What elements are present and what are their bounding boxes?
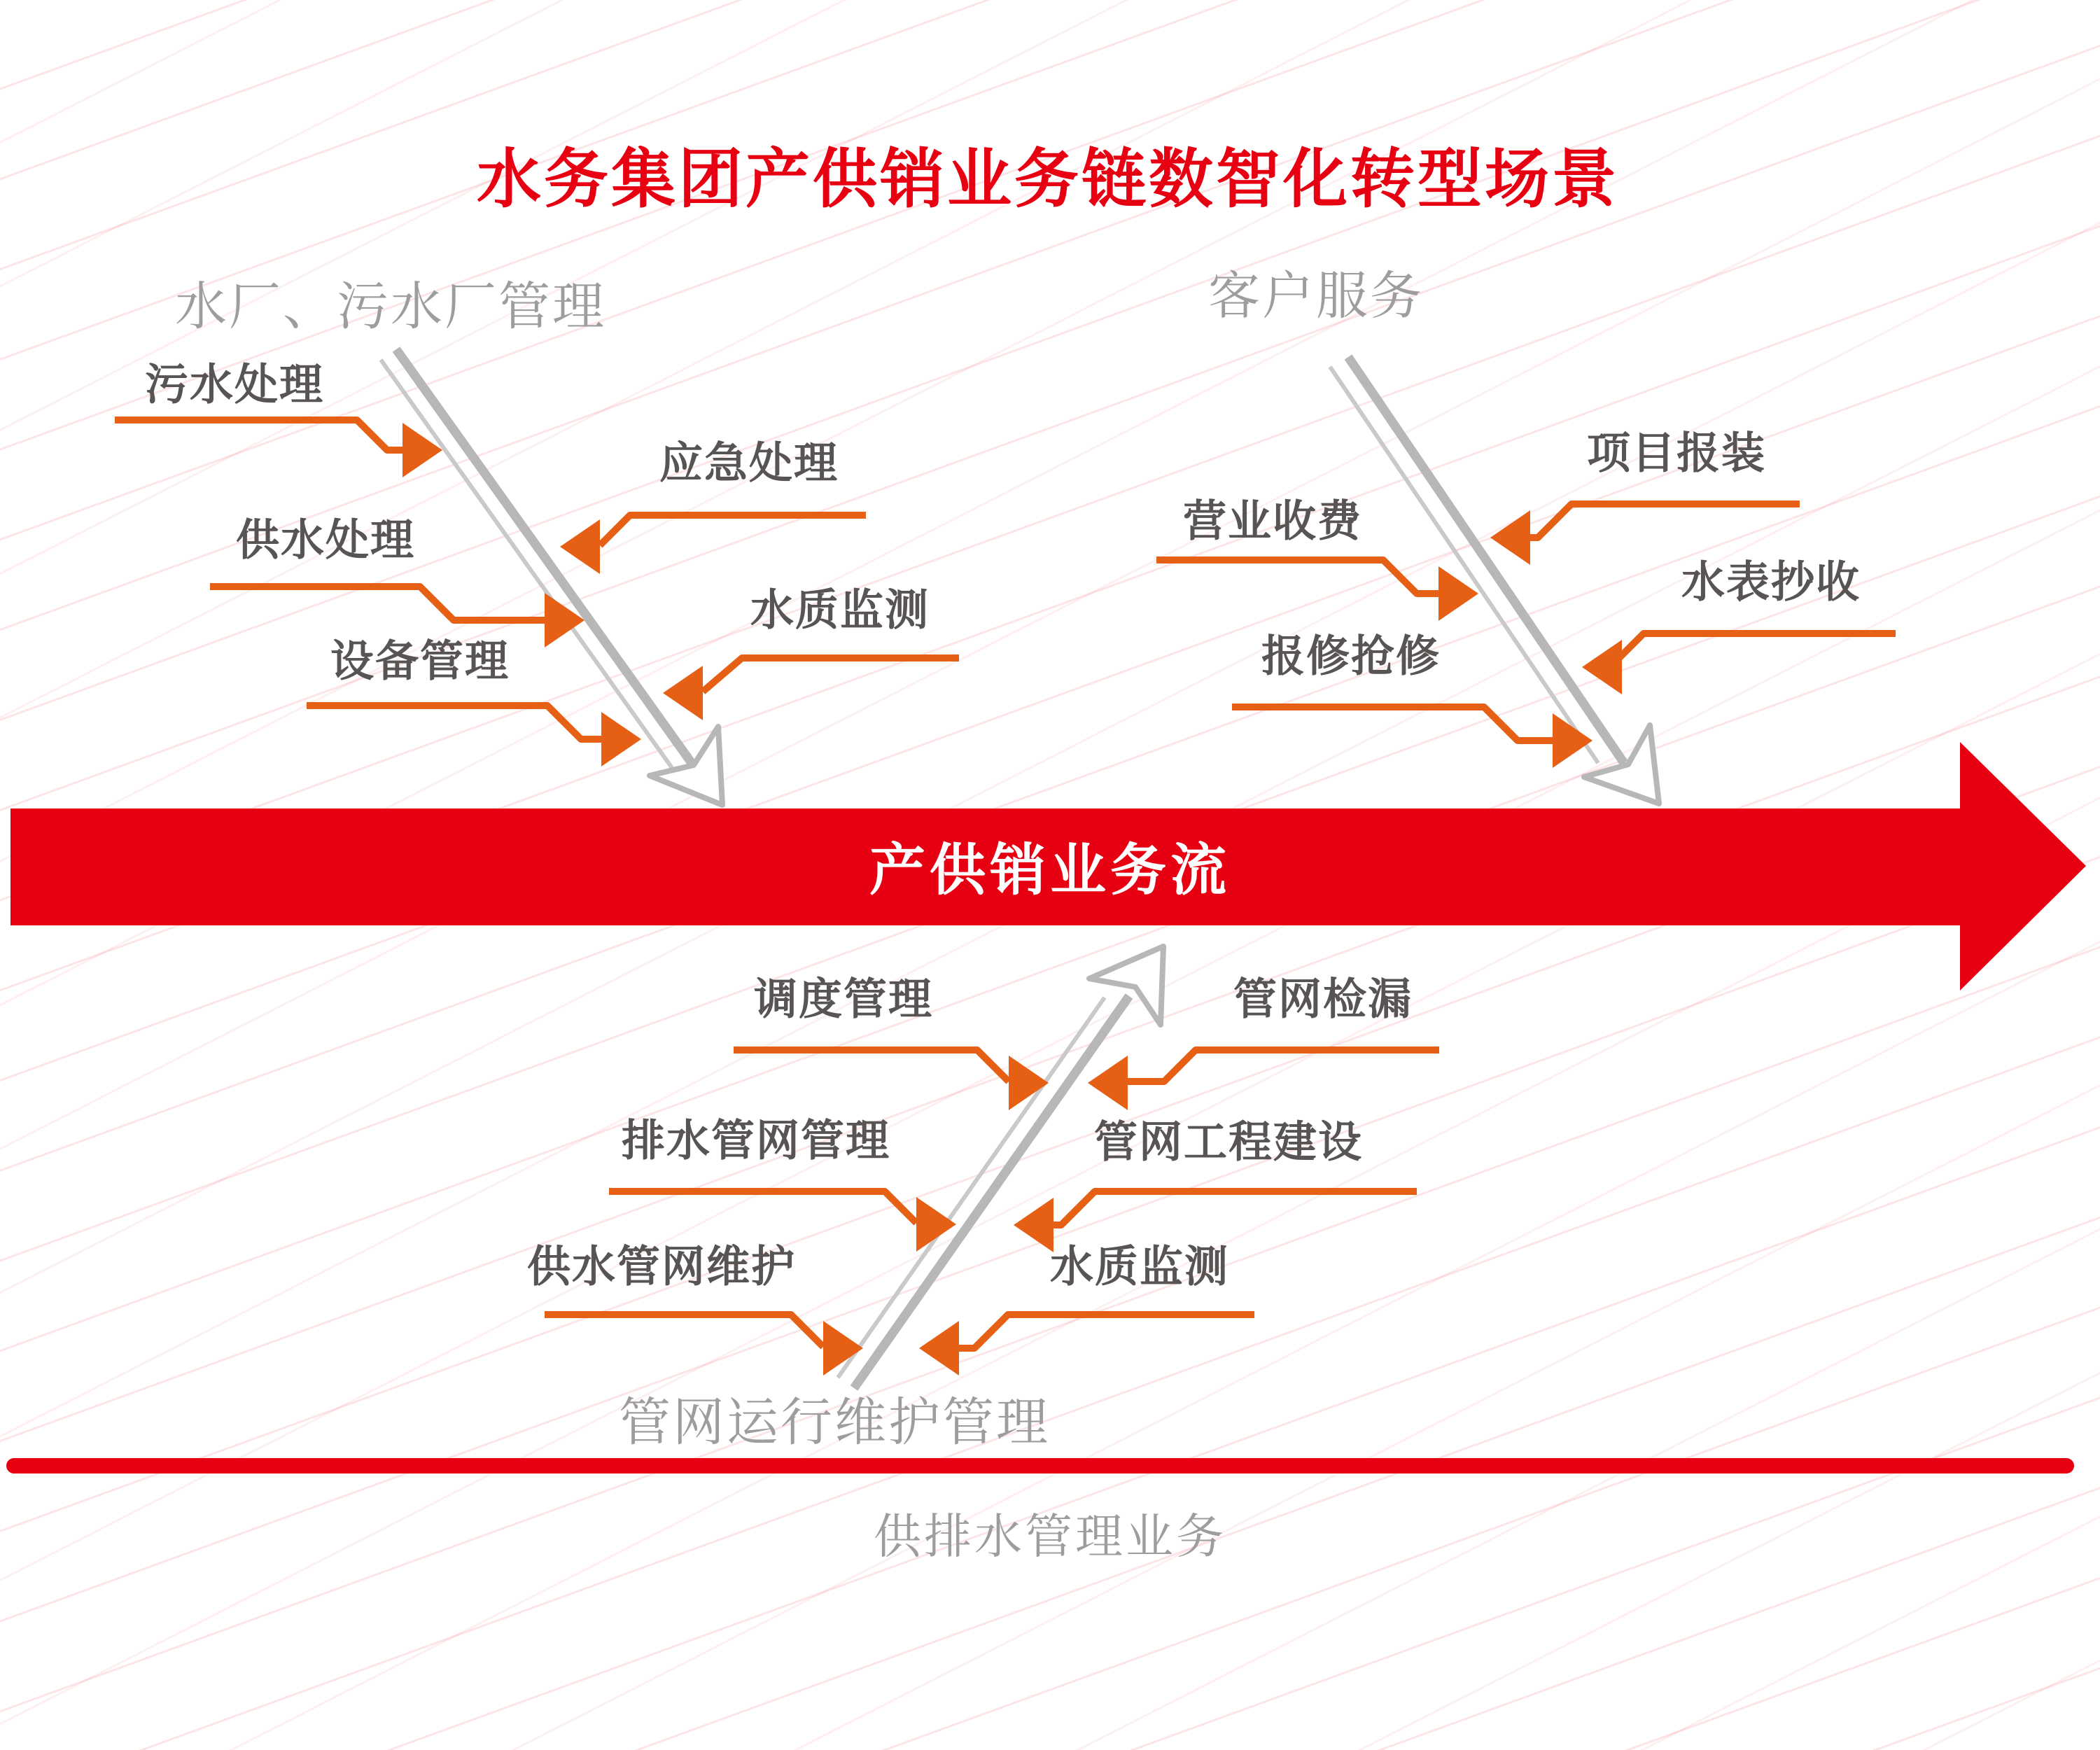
branch-label: 水质监测 (750, 584, 930, 636)
connector-arrowhead (1088, 1056, 1128, 1110)
branch-label: 供水管网维护 (526, 1240, 797, 1292)
connector-line (959, 1315, 1254, 1348)
connector-line (210, 587, 545, 620)
branch-label: 水表抄收 (1681, 556, 1861, 608)
connector-line (1530, 504, 1800, 538)
branch-repair-dispatch (1232, 631, 1592, 769)
branch-emergency-treatment (560, 438, 866, 575)
connector-line (307, 706, 601, 739)
connector-arrowhead (402, 423, 442, 477)
pipeline-spine-arrowhead (1089, 946, 1163, 1025)
plant-spine-arrowhead (650, 727, 722, 805)
branch-label: 管网工程建设 (1093, 1116, 1364, 1168)
branch-drainage-network-management (609, 1115, 956, 1252)
plant-spine-arrow (381, 349, 722, 805)
branch-label: 污水处理 (144, 358, 325, 410)
page-title: 水务集团产供销业务链数智化转型场景 (476, 141, 1620, 217)
branch-label: 项目报装 (1586, 427, 1767, 479)
group-pipeline-header: 管网运行维护管理 (619, 1392, 1050, 1452)
connector-line (115, 420, 402, 450)
plant-spine-highlight (381, 360, 676, 773)
branch-dispatch-management (734, 974, 1049, 1111)
branch-water-quality-monitoring (663, 584, 959, 721)
connector-line (1054, 1191, 1417, 1225)
connector-arrowhead (1014, 1198, 1054, 1252)
connector-line (545, 1315, 823, 1347)
branch-project-installation (1490, 428, 1800, 566)
group-customer-header: 客户服务 (1208, 266, 1424, 326)
connector-line (1232, 707, 1553, 741)
footer-label: 供排水管理业务 (873, 1509, 1227, 1565)
branch-label: 水质监测 (1049, 1240, 1230, 1292)
branch-meter-reading (1582, 556, 1896, 695)
main-flow-arrow (10, 742, 2086, 990)
branch-label: 管网检漏 (1233, 973, 1413, 1025)
branch-label: 调度管理 (753, 973, 934, 1025)
group-pipeline-maintenance (527, 946, 1439, 1452)
branch-water-quality-monitoring-bottom (919, 1241, 1254, 1376)
customer-spine-shaft (1348, 357, 1624, 763)
connector-line (609, 1191, 916, 1223)
branch-supply-network-maintenance (527, 1241, 863, 1376)
connector-arrowhead (1490, 510, 1530, 565)
branch-label: 排水管网管理 (621, 1114, 891, 1166)
branch-label: 设备管理 (330, 635, 510, 687)
connector-arrowhead (601, 712, 641, 766)
branch-label: 应急处理 (659, 437, 839, 489)
customer-spine-arrow (1330, 357, 1659, 804)
branch-pipeline-construction (1014, 1116, 1417, 1253)
customer-spine-arrowhead (1584, 725, 1659, 804)
branch-label: 报修抢修 (1261, 630, 1441, 682)
main-flow-label: 产供销业务流 (869, 837, 1231, 903)
group-plant-header: 水厂、污水厂管理 (175, 276, 606, 337)
pipeline-spine-highlight (838, 997, 1105, 1378)
connector-arrowhead (1582, 640, 1622, 694)
connector-line (600, 515, 866, 545)
connector-line (1128, 1050, 1439, 1082)
connector-line (1156, 560, 1438, 594)
branch-label: 营业收费 (1182, 495, 1363, 547)
group-customer-service (1156, 266, 1896, 804)
connector-line (734, 1050, 1009, 1082)
connector-line (703, 658, 959, 692)
connector-arrowhead (1009, 1056, 1049, 1110)
connector-arrowhead (663, 666, 703, 720)
connector-arrowhead (1553, 713, 1592, 768)
connector-line (1610, 634, 1896, 667)
connector-arrowhead (560, 519, 600, 574)
connector-arrowhead (919, 1321, 959, 1376)
branch-label: 供水处理 (235, 514, 416, 566)
group-plant-management (115, 276, 959, 805)
